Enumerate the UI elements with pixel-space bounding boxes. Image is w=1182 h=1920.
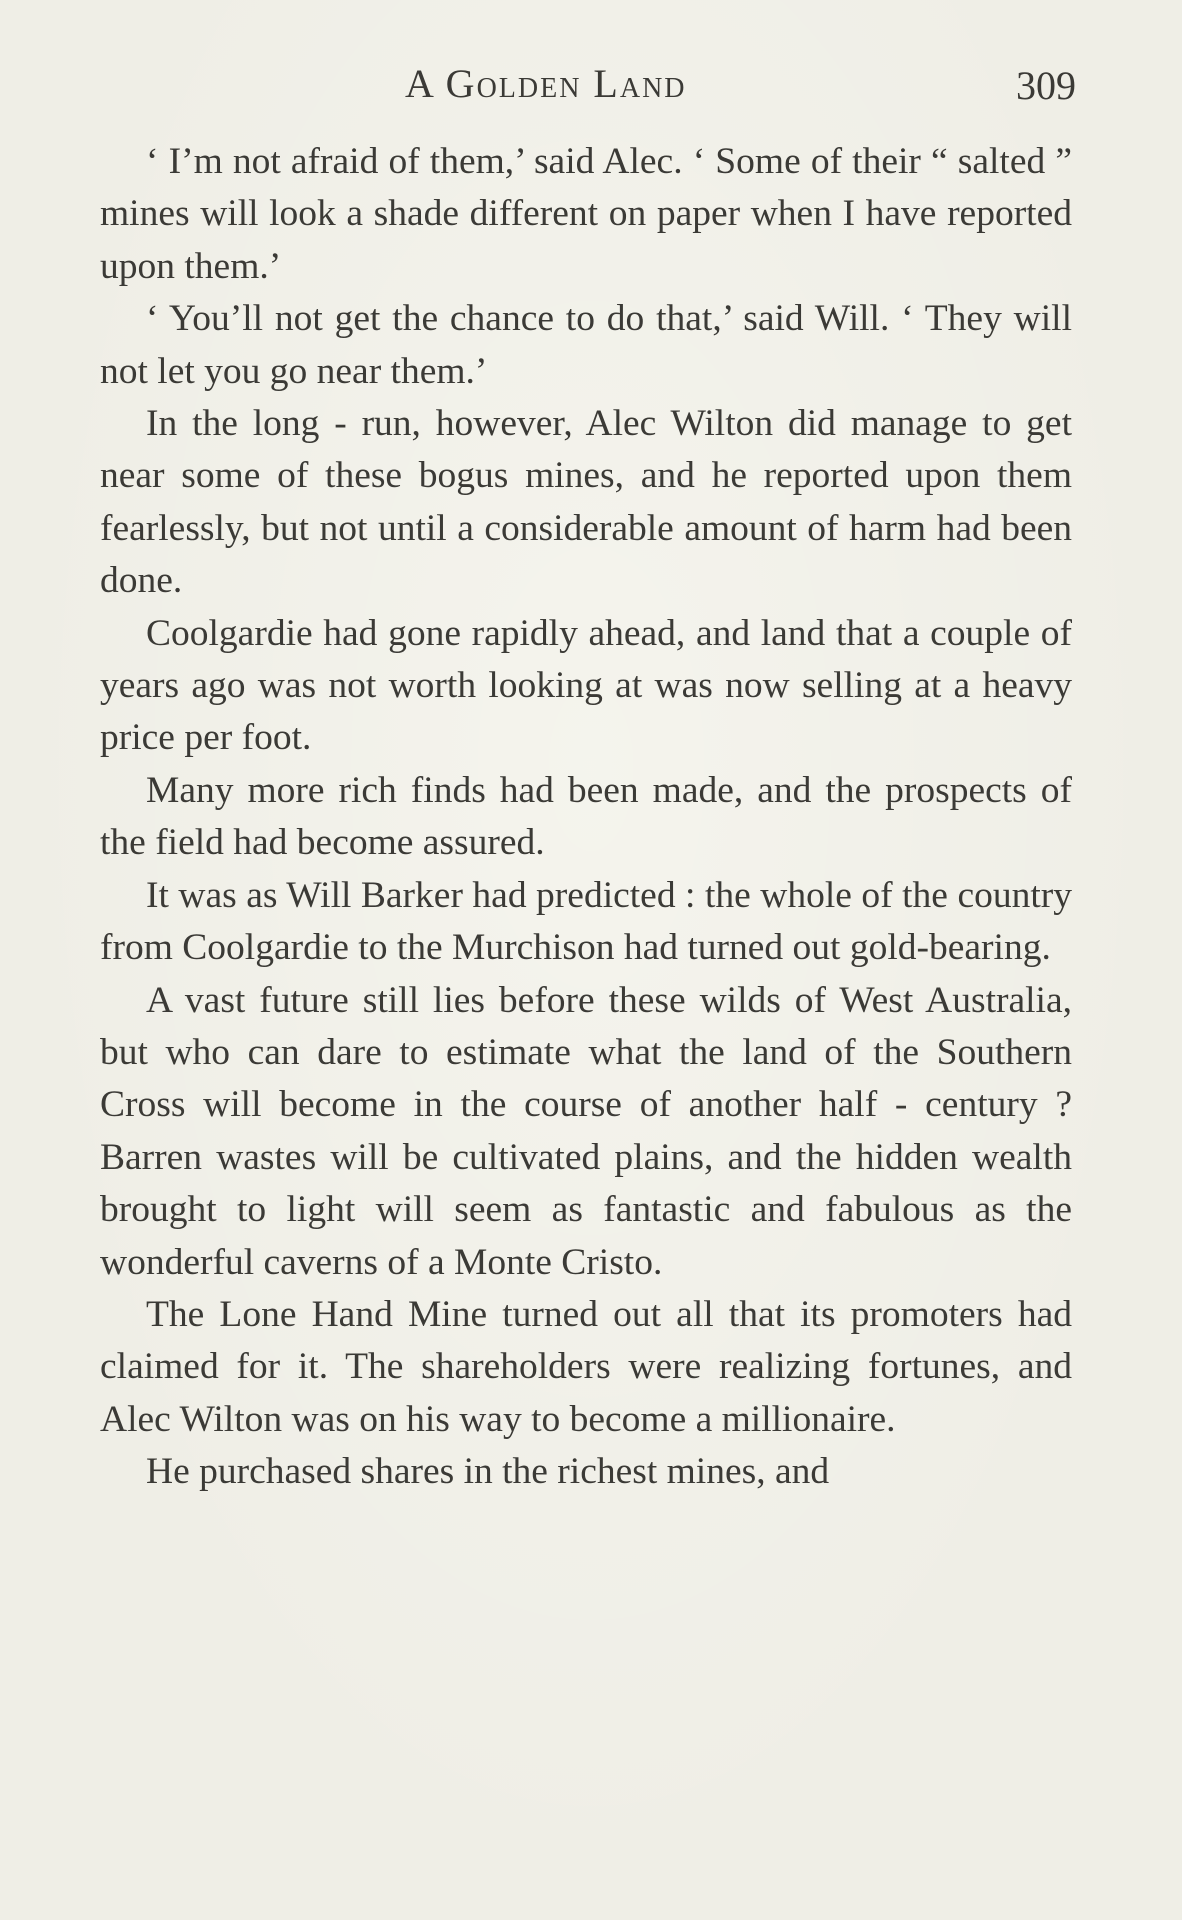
running-title: A Golden Land [405, 61, 687, 106]
body-text [100, 136, 1072, 1499]
paragraph: Many more rich finds had been made, and the prospects of the field had become assured. [100, 769, 1072, 864]
page-number: 309 [1016, 63, 1076, 108]
paragraph: In the long - run, however, Alec Wilton did manage to get near some of these bogus mines, and he reported upon them fearlessly, but not until a considerable amount of harm had been done. [100, 403, 1072, 602]
paragraph: Coolgardie had gone rapidly ahead, and land that a couple of years ago was not worth looking at was now selling at a heavy price per foot. [100, 612, 1072, 759]
paragraph: A vast future still lies before these wilds of West Australia, but who can dare to estimate what the land of the Southern Cross will become in the course of another half - century ? Barren wastes will be cultivated plains, and the hidden wealth brought to light will seem as fantastic and fabulous as the wonderful caverns of a Monte Cristo. [100, 979, 1072, 1283]
paragraph: It was as Will Barker had predicted : the whole of the country from Coolgardie to the Murchison had turned out gold-bearing. [100, 874, 1072, 969]
paragraph: ‘ I’m not afraid of them,’ said Alec. ‘ Some of their “ salted ” mines will look a shade different on paper when I have reported upon them.’ [100, 141, 1072, 287]
paragraph: ‘ You’ll not get the chance to do that,’ said Will. ‘ They will not let you go near them.’ [100, 298, 1072, 392]
paragraph: The Lone Hand Mine turned out all that its promoters had claimed for it. The shareholders were realizing fortunes, and Alec Wilton was on his way to become a millionaire. [100, 1293, 1072, 1440]
paragraph: He purchased shares in the richest mines, and [146, 1451, 830, 1493]
running-head [0, 52, 1182, 112]
